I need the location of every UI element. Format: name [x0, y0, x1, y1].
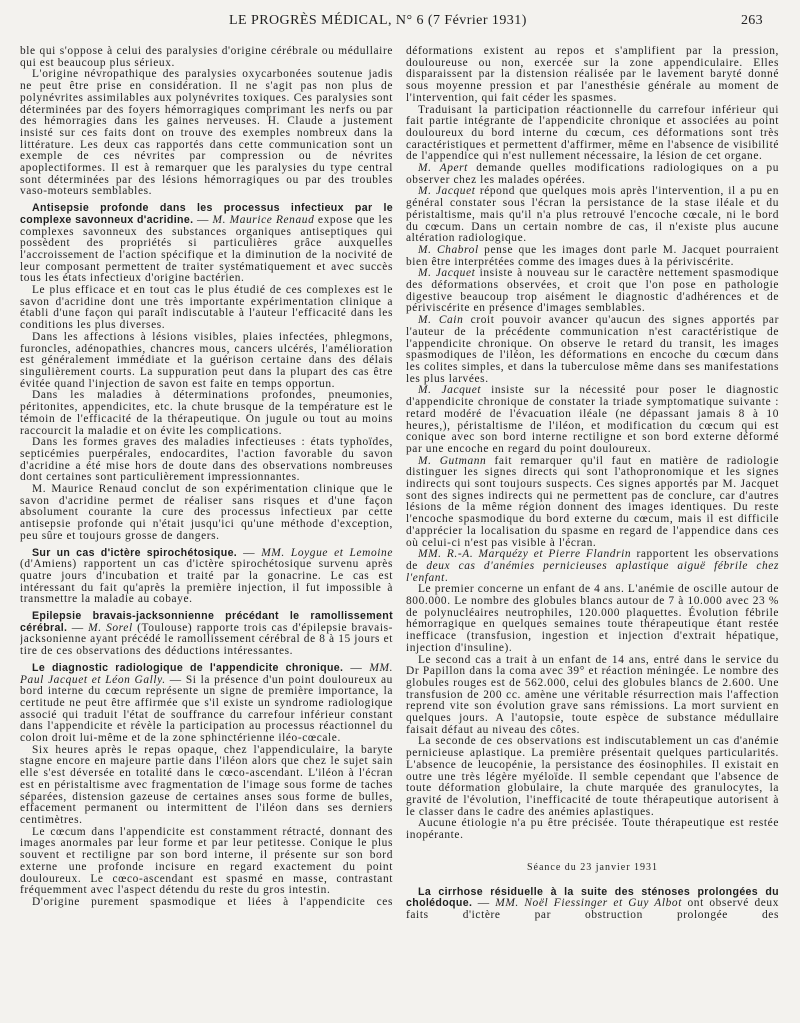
- separator: —: [343, 661, 370, 674]
- article-heading: La cirrhose résiduelle à la suite des sténoses prolongées du cholédoque.: [406, 885, 779, 910]
- article-paragraph: [20, 203, 393, 285]
- discussion-paragraph: [406, 245, 779, 268]
- article-paragraph: [20, 611, 393, 658]
- right-column: [406, 46, 779, 1018]
- author-names: MM. Noël Fiessinger et Guy Albot: [495, 897, 682, 910]
- discussion-paragraph: [406, 385, 779, 455]
- paragraph-text: ont observé deux faits d'ictère par obstruction prolongée des: [406, 897, 779, 921]
- paragraph-text: insiste sur la nécessité pour poser le diagnostic d'appendicite chronique de constater la triade symptomatique suivante : retard modéré de l'évacuation iléale (ne dépassant jamais 8 à 10 heures,), péristaltisme de l'iléon, et modification du cœcum qui est conique avec son bord interne rectiligne et son bord externe déformé par une encoche en regard du point douloureux.: [406, 384, 779, 455]
- author-names: M. Sorel: [88, 621, 133, 634]
- paragraph-text: insiste à nouveau sur le caractère nettement spasmodique des déformations observées, et croit que l'on pose en pathologie digestive beaucoup trop aisément le diagnostic d'adhérences et de périviscérite en présence d'images semblables.: [406, 267, 779, 315]
- article-heading: Le diagnostic radiologique de l'appendicite chronique.: [32, 661, 344, 674]
- speaker-name: M. Cain: [418, 314, 464, 327]
- paragraph-text: expose que les complexes savonneux des substances organiques antiseptiques qui possèdent des propriétés si particulières grâce auxquelles l'accroissement de l'action spécifique et la diminution de la nocivité de leur composant permettent de traiter systématiquement et avec succès tous les états infectieux d'origine bactérien.: [20, 213, 393, 285]
- author-names: MM. Paul Jacquet et Léon Gally.: [20, 661, 393, 686]
- article-paragraph: [406, 887, 779, 922]
- paragraph: Dans les maladies à déterminations profondes, pneumonies, péritonites, appendicites, etc. la chute brusque de la température est le témoin de l'efficacité de la thérapeutique. On jugule ou tout au moins raccourcit la maladie et on évite les complications.: [20, 389, 393, 437]
- discussion-paragraph: [406, 163, 779, 186]
- paragraph: L'origine névropathique des paralysies oxycarbonées soutenue jadis ne peut être prise en considération. Il ne s'agit pas non plus de polynévrites assimilables aux polynévrites toxiques. Ces paralysies sont déterminées par des foyers hémorragiques comprimant les nerfs ou par des hémorragies dans les gaines nerveuses. H. Claude a justement insisté sur ces faits dont on trouve des exemples nombreux dans la littérature. Les deux cas rapportés dans cette communication sont un exemple de ces névrites par compression ou de névrites apoplectiformes. Il est à remarquer que les paralysies du type central sont déterminées par des lésions hémorragiques ou par des troubles vaso-moteurs semblables.: [20, 68, 393, 198]
- paragraph: Le premier concerne un enfant de 4 ans. L'anémie de oscille autour de 800.000. Le nombre des globules blancs autour de 7 à 10.000 avec 23 % de polynucléaires neutrophiles, 120.000 plaquettes. Évolution fébrile hémorragique en quelques semaines toute thérapeutique étant restée inefficace (transfusion, ingestion et injection d'extrait hépatique, injection d'insuline).: [406, 583, 779, 654]
- paragraph: Le cœcum dans l'appendicite est constamment rétracté, donnant des images anormales par leur forme et par leur petitesse. Conique le plus souvent et rectiligne par son bord interne, il présente sur son bord externe une profonde incisure en regard exactement du point douloureux. Le cœco-ascendant est spasmé en masse, contrastant fréquemment avec l'aspect détendu du reste du gros intestin.: [20, 825, 393, 897]
- separator: —: [472, 897, 496, 910]
- paragraph-text: demande quelles modifications radiologiques on a pu observer chez les malades opérées.: [406, 162, 779, 186]
- paragraph-text: — Si la présence d'un point douloureux au bord interne du cœcum représente un signe de première importance, la certitude ne peut être affirmée que s'il existe un syndrome radiologique associé qui traduit l'état de souffrance du carrefour inférieur constant dans l'appendicite et révèle la participation au processus réactionnel du colon droit lui-même et de la zone sphinctérienne iléo-cœcale.: [20, 673, 393, 745]
- paragraph-text: croit pouvoir avancer qu'aucun des signes apportés par l'auteur de la précédente communication n'est caractéristique de l'appendicite chronique. On observe le retard du transit, les images spasmodiques de l'iléon, les déformations en encoche du cœcum dans les colites simples, et dans la tuberculose même dans ses manifestations les plus larvées.: [406, 314, 779, 385]
- article-paragraph: [20, 548, 393, 607]
- separator: —: [67, 621, 89, 634]
- paragraph-text: répond que quelques mois après l'intervention, il a pu en général constater sous l'écran la persistance de la stase iléale et du péristaltisme, mais qu'il n'a plus retrouvé l'encoche cœcale, ni le bord du cœcum. Dans un certain nombre de cas, il n'existe plus aucune altération radiologique.: [406, 185, 779, 245]
- speaker-name: M. Gutmann: [418, 454, 487, 467]
- article-heading: Antisepsie profonde dans les processus infectieux par le complexe savonneux d'acridine.: [20, 202, 393, 226]
- speaker-name: M. Apert: [418, 162, 468, 175]
- paragraph: Aucune étiologie n'a pu être précisée. Toute thérapeutique est restée inopérante.: [406, 817, 779, 842]
- paragraph-text: (d'Amiens) rapportent un cas d'ictère spirochétosique survenu après quatre jours d'incubation et traité par la gonacrine. Le cas est intéressant du fait qu'après la première injection, il fut impossible à transmettre la maladie au cobaye.: [20, 558, 393, 606]
- speaker-name: M. Chabrol: [418, 243, 479, 256]
- speaker-name: M. Jacquet: [418, 267, 476, 280]
- author-names: M. Maurice Renaud: [212, 213, 315, 226]
- paragraph: Six heures après le repas opaque, chez l'appendiculaire, la baryte stagne encore en majeure partie dans l'iléon alors que chez le sujet sain elle s'est déversée en totalité dans le cœco-ascendant. L'iléon à l'écran est en péristaltisme avec fragmentation de l'image sous forme de taches séparées, distension gazeuse de certaines anses sous forme de bulles, effacement permanent ou intermittent de l'iléon dans ses derniers centimètres.: [20, 743, 393, 826]
- speaker-name: M. Jacquet: [418, 185, 476, 198]
- article-paragraph: [20, 663, 393, 745]
- article-heading: Epilepsie bravais-jacksonnienne précédant le ramollissement cérébral.: [20, 610, 393, 634]
- paragraph: Le plus efficace et en tout cas le plus étudié de ces complexes est le savon d'acridine dont une très importante expérimentation clinique a établi d'une façon qui paraît indiscutable à l'auteur l'efficacité dans les conditions les plus diverses.: [20, 284, 393, 332]
- paragraph-end: .: [444, 571, 449, 584]
- journal-running-title: LE PROGRÈS MÉDICAL, N° 6 (7 Février 1931): [229, 13, 527, 28]
- paragraph: ble qui s'oppose à celui des paralysies d'origine cérébrale ou médullaire qui est beaucoup plus sérieux.: [20, 46, 393, 69]
- author-names: MM. Loygue et Lemoine: [261, 546, 393, 559]
- article-paragraph: [406, 549, 779, 584]
- communication-title: deux cas d'anémies pernicieuses aplastique aiguë fébrile chez l'enfant: [406, 559, 779, 584]
- paragraph-text: rapportent les observations de: [406, 548, 779, 572]
- session-heading: Séance du 23 janvier 1931: [526, 861, 659, 873]
- left-column: [20, 46, 393, 1018]
- author-names: MM. R.-A. Marquézy et Pierre Flandrin: [418, 548, 632, 561]
- paragraph: Dans les affections à lésions visibles, plaies infectées, phlegmons, furoncles, adénopathies, chancres mous, cancers ulcérés, l'amélioration est généralement immédiate et la guérison certaine dans des délais singulièrement courts. La suppuration peut dans la plupart des cas être évitée quand l'injection de savon est faite en temps opportun.: [20, 330, 393, 390]
- discussion-paragraph: [406, 186, 779, 245]
- separator: —: [193, 213, 213, 226]
- paragraph-continued: D'origine purement spasmodique et liées à l'appendicite ces: [32, 895, 393, 908]
- paragraph-text: pense que les images dont parle M. Jacquet pourraient bien être interprétées comme des images dues à la périviscérite.: [406, 243, 779, 268]
- discussion-paragraph: [406, 456, 779, 550]
- discussion-paragraph: [406, 268, 779, 315]
- paragraph: Dans les formes graves des maladies infectieuses : états typhoïdes, septicémies puerpérales, endocardites, l'action favorable du savon d'acridine a été mise hors de doute dans des observations nombreuses dont certaines sont particulièrement impressionnantes.: [20, 436, 393, 484]
- article-heading: Sur un cas d'ictère spirochétosique.: [32, 546, 238, 559]
- paragraph: La seconde de ces observations est indiscutablement un cas d'anémie pernicieuse aplastique. La première présentait quelques particularités. L'absence de leucopénie, la persistance des éosinophiles. Il existait en outre une très légère myéloïde. Il semble cependant que l'absence de toute déformation globulaire, la chute marquée des granulocytes, la gravité de l'évolution, l'inefficacité de toute thérapeutique autorisent à le classer dans le cadre des anémies aplastiques.: [406, 735, 779, 818]
- paragraph: déformations existent au repos et s'amplifient par la pression, douloureuse ou non, exercée sur la zone appendiculaire. Elles disparaissent par la distension réalisée par le lavement baryté donné sous moyenne pression et par l'anesthésie générale au moment de l'intervention, qui fait céder les spasmes.: [406, 46, 779, 104]
- paragraph: M. Maurice Renaud conclut de son expérimentation clinique que le savon d'acridine permet de réaliser sans risques et d'une façon absolument courante la cure des processus infectieux par cette antisepsie profonde qui n'était jusqu'ici qu'une méthode d'exception, peu sûre et toujours grosse de dangers.: [20, 483, 393, 542]
- separator: —: [237, 546, 262, 559]
- paragraph-text: fait remarquer qu'il faut en matière de radiologie distinguer les signes directs qui sont l'athopronomique et les signes indirects qui sont toujours suspects. Ces signes apportés par M. Jacquet sont des signes indirects qui ne permettent pas de conclure, car d'autres lésions de la même région donnent des images identiques. Du reste l'encoche spasmodique du bord externe du cœcum, mais il est difficile d'apprécier la localisation du spasme en regard de l'appendice dans ces où celui-ci n'est pas visible à l'écran.: [406, 454, 779, 549]
- paragraph: Traduisant la participation réactionnelle du carrefour inférieur qui fait partie intégrante de l'appendicite chronique et associées au point douloureux du bord interne du cœcum, ces déformations sont très caractéristiques et permettent d'affirmer, même en l'absence de visibilité de l'appendice qui n'est nullement nécessaire, la lésion de cet organe.: [406, 103, 779, 163]
- paragraph: Le second cas a trait à un enfant de 14 ans, entré dans le service du Dr Papillon dans la coma avec 39° et réaction méningée. Le nombre des globules rouges est de 562.000, celui des globules blancs de 2.600. Une transfusion de 200 cc. amène une véritable résurrection mais l'affection reprend vite son évolution grave sans rémissions. La mort survient en quelques jours. A l'autopsie, toute espèce de substance médullaire faisait défaut au niveau des côtes.: [406, 653, 779, 736]
- page-number: 263: [741, 13, 763, 28]
- discussion-paragraph: [406, 315, 779, 385]
- speaker-name: M. Jacquet: [418, 384, 482, 397]
- paragraph-text: (Toulouse) rapporte trois cas d'épilepsie bravais-jacksonienne ayant précédé le ramollissement cérébral de 8 à 15 jours et tire de ces observations des déductions intéressantes.: [20, 621, 393, 658]
